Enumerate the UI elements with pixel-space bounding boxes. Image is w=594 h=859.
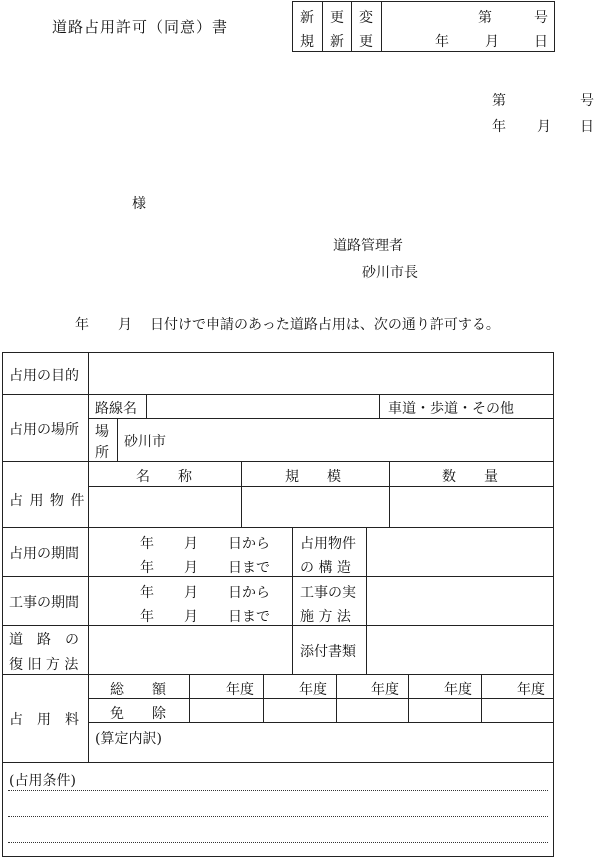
ref-date-year: 年 — [492, 119, 506, 135]
period-from-year: 年 — [140, 536, 154, 552]
purpose-label: 占用の目的 — [9, 368, 79, 384]
construction-to-text: 日まで — [228, 609, 270, 625]
ref-date-month: 月 — [537, 119, 551, 135]
box-number-dai: 第 — [478, 10, 492, 26]
new-char-bottom: 規 — [300, 34, 314, 50]
method-label-top: 工事の実 — [300, 585, 356, 601]
fee-year-2: 年度 — [299, 682, 327, 698]
construction-from-year: 年 — [140, 585, 154, 601]
place-label: 占用の場所 — [9, 422, 79, 438]
fee-year-5: 年度 — [517, 682, 545, 698]
fee-year-4: 年度 — [444, 682, 472, 698]
period-label: 占用の期間 — [9, 546, 79, 562]
construction-label: 工事の期間 — [9, 595, 79, 611]
construction-from-month: 月 — [184, 585, 198, 601]
change-char-bottom: 更 — [359, 34, 373, 50]
box-date-month: 月 — [485, 34, 499, 50]
structure-field[interactable] — [368, 529, 552, 575]
method-label-bottom: 施 方 法 — [300, 609, 351, 625]
ref-number-go: 号 — [580, 93, 594, 109]
update-char-top: 更 — [330, 10, 344, 26]
attachments-field[interactable] — [368, 627, 552, 673]
objects-name-field[interactable] — [90, 488, 240, 526]
location-city: 砂川市 — [124, 434, 166, 450]
period-from-month: 月 — [184, 536, 198, 552]
fee-calc-label: (算定内訳) — [95, 731, 162, 747]
change-char-top: 変 — [359, 10, 373, 26]
authority-name: 砂川市長 — [362, 265, 418, 281]
conditions-line-1[interactable] — [8, 790, 548, 791]
update-char-bottom: 新 — [330, 34, 344, 50]
construction-from-text: 日から — [228, 585, 270, 601]
method-field[interactable] — [368, 578, 552, 624]
statement-text: 日付けで申請のあった道路占用は、次の通り許可する。 — [150, 317, 500, 333]
restore-field[interactable] — [90, 627, 290, 673]
conditions-label: (占用条件) — [9, 773, 76, 789]
fee-exempt-label: 免 除 — [110, 706, 166, 722]
box-date-year: 年 — [435, 34, 449, 50]
purpose-field[interactable] — [90, 354, 552, 393]
ref-number-dai: 第 — [492, 93, 506, 109]
statement-month: 月 — [118, 317, 132, 333]
period-to-month: 月 — [184, 560, 198, 576]
construction-to-month: 月 — [184, 609, 198, 625]
box-date-day: 日 — [534, 34, 548, 50]
fee-label: 占 用 料 — [9, 712, 79, 728]
new-char-top: 新 — [300, 10, 314, 26]
objects-name-header: 名 称 — [136, 469, 192, 485]
conditions-line-3[interactable] — [8, 842, 548, 843]
ref-date-day: 日 — [580, 119, 594, 135]
conditions-line-2[interactable] — [8, 816, 548, 817]
structure-label-top: 占用物件 — [300, 536, 356, 552]
route-name-field[interactable] — [148, 396, 377, 417]
objects-label: 占 用 物 件 — [9, 493, 86, 509]
period-to-text: 日まで — [228, 560, 270, 576]
restore-label-top: 道 路 の — [9, 632, 79, 648]
objects-scale-header: 規 模 — [285, 469, 341, 485]
location-label-bottom: 所 — [95, 445, 109, 461]
structure-label-bottom: の 構 造 — [300, 560, 351, 576]
addressee-suffix: 様 — [132, 196, 146, 212]
period-from-text: 日から — [228, 536, 270, 552]
objects-quantity-field[interactable] — [391, 488, 552, 526]
fee-year-1: 年度 — [226, 682, 254, 698]
box-number-go: 号 — [534, 10, 548, 26]
construction-to-year: 年 — [140, 609, 154, 625]
attachments-label: 添付書類 — [300, 644, 356, 660]
document-title: 道路占用許可（同意）書 — [52, 18, 229, 36]
objects-scale-field[interactable] — [243, 488, 388, 526]
objects-quantity-header: 数 量 — [442, 469, 498, 485]
fee-total-label: 総 額 — [110, 682, 166, 698]
fee-year-3: 年度 — [371, 682, 399, 698]
authority-title: 道路管理者 — [333, 238, 403, 254]
statement-year: 年 — [75, 317, 89, 333]
period-to-year: 年 — [140, 560, 154, 576]
restore-label-bottom: 復 旧 方 法 — [9, 657, 79, 673]
road-type-label: 車道・歩道・その他 — [388, 401, 514, 417]
location-label-top: 場 — [95, 424, 109, 440]
route-name-label: 路線名 — [95, 401, 137, 417]
